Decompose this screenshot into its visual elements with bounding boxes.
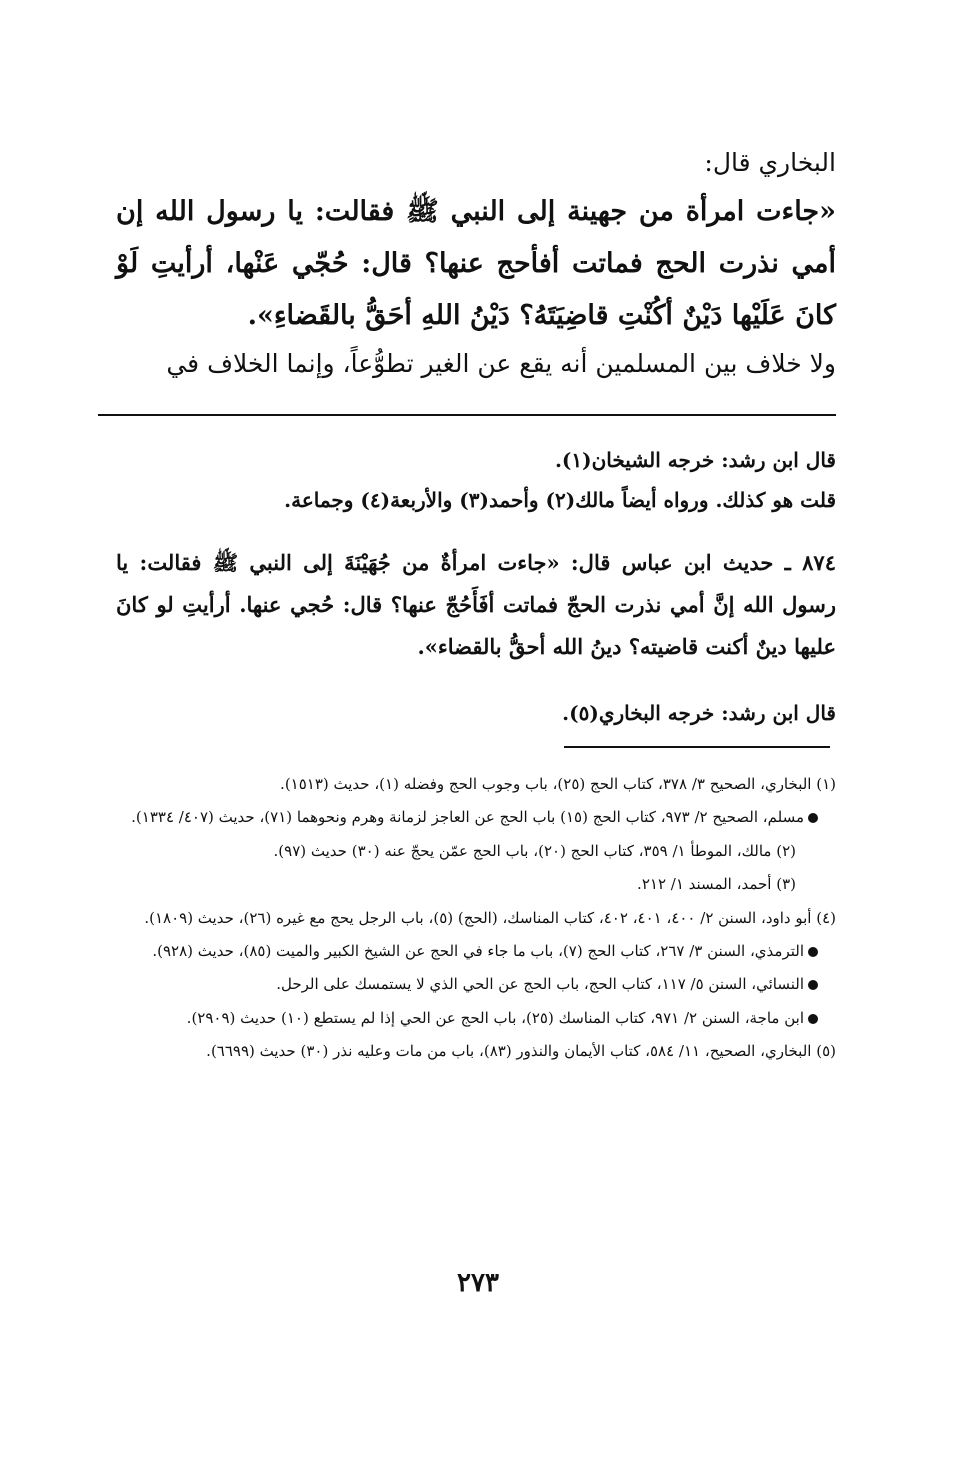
bullet-icon xyxy=(808,813,818,823)
footnote-text: الترمذي، السنن ٣/ ٢٦٧، كتاب الحج (٧)، باب ما جاء في الحج عن الشيخ الكبير والميت (٨٥)، حديث (٩٢٨). xyxy=(152,942,804,961)
footnote-text: النسائي، السنن ٥/ ١١٧، كتاب الحج، باب الحج عن الحي الذي لا يستمسك على الرحل. xyxy=(276,975,804,994)
commentary-section xyxy=(116,440,836,520)
footnote-4-ibnmajah xyxy=(116,1002,836,1035)
footnote-divider xyxy=(564,746,830,748)
footnote-2: (٢) مالك، الموطأ ١/ ٣٥٩، كتاب الحج (٢٠)، باب الحج عمّن يحجّ عنه (٣٠) حديث (٩٧). xyxy=(273,841,796,860)
hadith-quote: «جاءت امرأة من جهينة إلى النبي ﷺ فقالت: يا رسول الله إن أمي نذرت الحج فماتت أفأحج عنها؟ قال: حُجّي عَنْها، أرأيتِ لَوْ كانَ عَلَيْها دَيْنٌ أكُنْتِ قاضِيَتَهُ؟ دَيْنُ اللهِ أحَقُّ بالقَضاءِ». xyxy=(116,196,836,331)
footnote-4: (٤) أبو داود، السنن ٢/ ٤٠٠، ٤٠١، ٤٠٢، كتاب المناسك، (الحج) (٥)، باب الرجل يحج مع غيره (٢٦)، حديث (١٨٠٩). xyxy=(144,908,836,927)
footnote-1-muslim xyxy=(116,801,836,834)
footnote-3: (٣) أحمد، المسند ١/ ٢١٢. xyxy=(637,875,796,894)
footnote-text: مسلم، الصحيح ٢/ ٩٧٣، كتاب الحج (١٥) باب الحج عن العاجز لزمانة وهرم ونحوهما (٧١)، حديث (٤٠٧/ ١٣٣٤). xyxy=(131,808,804,827)
ibn-rushd-verdict: قال ابن رشد: خرجه البخاري(٥). xyxy=(562,701,836,725)
footnote-text: ابن ماجة، السنن ٢/ ٩٧١، كتاب المناسك (٢٥)، باب الحج عن الحي إذا لم يستطع (١٠) حديث (٢٩٠٩). xyxy=(186,1008,804,1027)
commentary-line: قال ابن رشد: خرجه الشيخان(١). xyxy=(554,448,836,472)
hadith-874: ٨٧٤ ـ حديث ابن عباس قال: «جاءت امرأةٌ من جُهَيْنَةَ إلى النبي ﷺ فقالت: يا رسول الله إنَّ أمي نذرت الحجّ فماتت أفَأَحُجّ عنها؟ قال: حُجي عنها. أرأيتِ لو كانَ عليها دينٌ أكنت قاضيته؟ دينُ الله أحقُّ بالقضاء». xyxy=(116,550,836,659)
footnote-4-tirmidhi xyxy=(116,935,836,968)
footnote-1: (١) البخاري، الصحيح ٣/ ٣٧٨، كتاب الحج (٢٥)، باب وجوب الحج وفضله (١)، حديث (١٥١٣). xyxy=(280,775,836,793)
main-divider xyxy=(98,414,836,416)
bullet-icon xyxy=(808,1014,818,1024)
footnote-4-nasai xyxy=(116,968,836,1001)
bullet-icon xyxy=(808,947,818,957)
continuation-paragraph: ولا خلاف بين المسلمين أنه يقع عن الغير تطوُّعاً، وإنما الخلاف في xyxy=(166,349,836,378)
commentary-line: قلت هو كذلك. ورواه أيضاً مالك(٢) وأحمد(٣) والأربعة(٤) وجماعة. xyxy=(284,488,836,512)
bullet-icon xyxy=(808,980,818,990)
footnote-5: (٥) البخاري، الصحيح، ١١/ ٥٨٤، كتاب الأيمان والنذور (٨٣)، باب من مات وعليه نذر (٣٠) حديث (٦٦٩٩). xyxy=(206,1042,836,1061)
page-number: ٢٧٣ xyxy=(457,1268,499,1298)
footnotes xyxy=(116,768,836,1069)
quote-heading: البخاري قال: xyxy=(704,148,836,177)
